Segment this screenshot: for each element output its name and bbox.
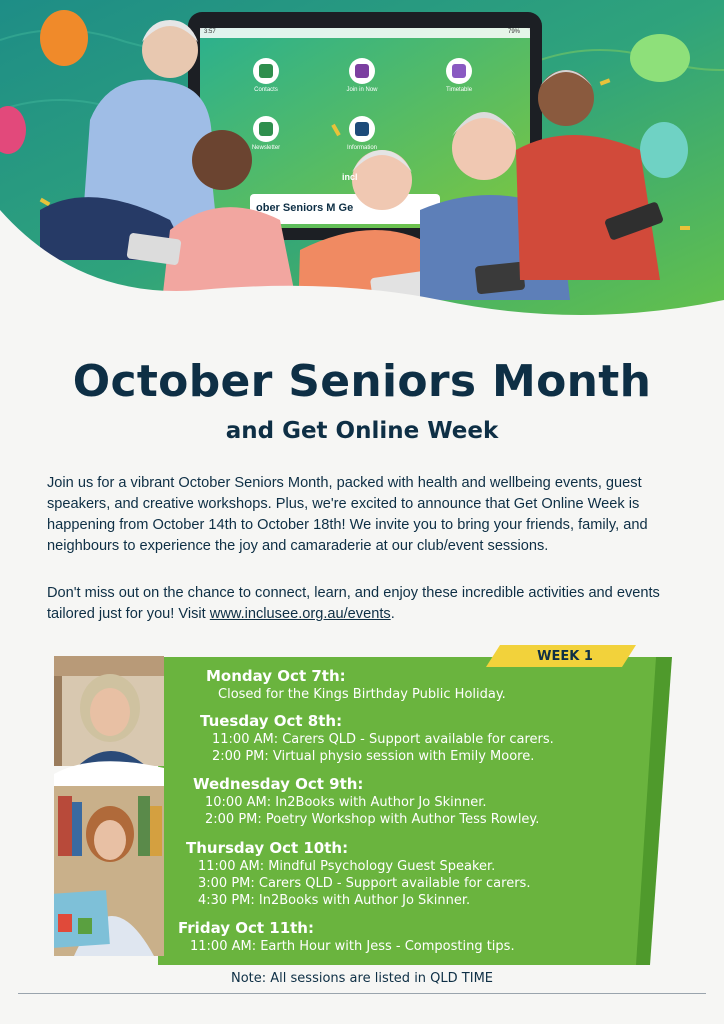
event-item: Closed for the Kings Birthday Public Holiday. [218, 687, 506, 702]
page-title: October Seniors Month [72, 356, 652, 407]
event-item: 10:00 AM: In2Books with Author Jo Skinner. [205, 795, 487, 810]
day-heading: Monday Oct 7th: [206, 667, 346, 685]
info-icon [349, 116, 375, 142]
event-item: 2:00 PM: Poetry Workshop with Author Tess Rowley. [205, 812, 540, 827]
day-tuesday [200, 712, 554, 765]
event-item: 11:00 AM: Mindful Psychology Guest Speaker. [198, 859, 496, 874]
day-heading: Wednesday Oct 9th: [193, 775, 364, 793]
intro-paragraph: Join us for a vibrant October Seniors Month, packed with health and wellbeing events, guest speakers, and creative workshops. Plus, we're excited to announce that Get Online Week is happening from October 14th to October 18th! We invite you to bring your friends, family, and neighbours to experience the joy and camaraderie at our club/event sessions. [47, 475, 648, 554]
event-item: 2:00 PM: Virtual physio session with Emily Moore. [212, 749, 535, 764]
hero-banner [0, 0, 724, 330]
green-balloon [630, 34, 690, 82]
day-wednesday [193, 775, 539, 828]
tablet-banner-fragment: ober Seniors M Ge [256, 202, 354, 214]
week-label: WEEK 1 [537, 649, 593, 664]
tablet-app-label: Contacts [254, 87, 278, 93]
tablet-status-battery: 79% [508, 29, 521, 35]
event-item: 11:00 AM: Earth Hour with Jess - Composting tips. [190, 939, 515, 954]
author-photos [54, 656, 164, 956]
day-heading: Thursday Oct 10th: [186, 839, 349, 857]
cta-paragraph [47, 583, 687, 625]
event-item: 4:30 PM: In2Books with Author Jo Skinner. [198, 893, 471, 908]
day-monday [206, 667, 506, 703]
cta-end: . [390, 606, 395, 622]
tablet-app-contacts[interactable] [231, 58, 301, 93]
timetable-icon [446, 58, 472, 84]
tablet-app-label: Timetable [445, 87, 473, 93]
event-item: 11:00 AM: Carers QLD - Support available for carers. [212, 732, 554, 747]
join-icon [349, 58, 375, 84]
tablet-status-time: 3:57 [204, 29, 216, 35]
day-heading: Tuesday Oct 8th: [200, 712, 343, 730]
day-heading: Friday Oct 11th: [178, 919, 314, 937]
timezone-note: Note: All sessions are listed in QLD TIME [231, 971, 493, 986]
tablet-app-label: Join in Now [346, 87, 378, 93]
tablet-app-label: Newsletter [251, 145, 281, 151]
tablet-app-timetable[interactable] [424, 58, 494, 93]
page-subtitle: and Get Online Week [225, 418, 499, 444]
hero-illustration [0, 0, 724, 330]
teal-balloon [640, 122, 688, 178]
day-friday [178, 919, 515, 955]
day-thursday [186, 839, 530, 909]
events-link[interactable]: www.inclusee.org.au/events [209, 606, 391, 622]
event-item: 3:00 PM: Carers QLD - Support available for carers. [198, 876, 531, 891]
tablet-app-label: Information [346, 145, 377, 151]
orange-balloon [40, 10, 88, 66]
tablet-brand-fragment: incl [342, 172, 358, 182]
week-schedule [0, 645, 724, 975]
tablet-app-join[interactable] [327, 58, 397, 93]
newsletter-icon [253, 116, 279, 142]
contacts-icon [253, 58, 279, 84]
footer-divider [18, 993, 706, 994]
tablet-app-newsletter[interactable] [231, 116, 301, 151]
tablet-app-information[interactable] [327, 116, 397, 151]
cta-text: Don't miss out on the chance to connect, learn, and enjoy these incredible activities and events tailored just for you! Visit [47, 585, 660, 622]
